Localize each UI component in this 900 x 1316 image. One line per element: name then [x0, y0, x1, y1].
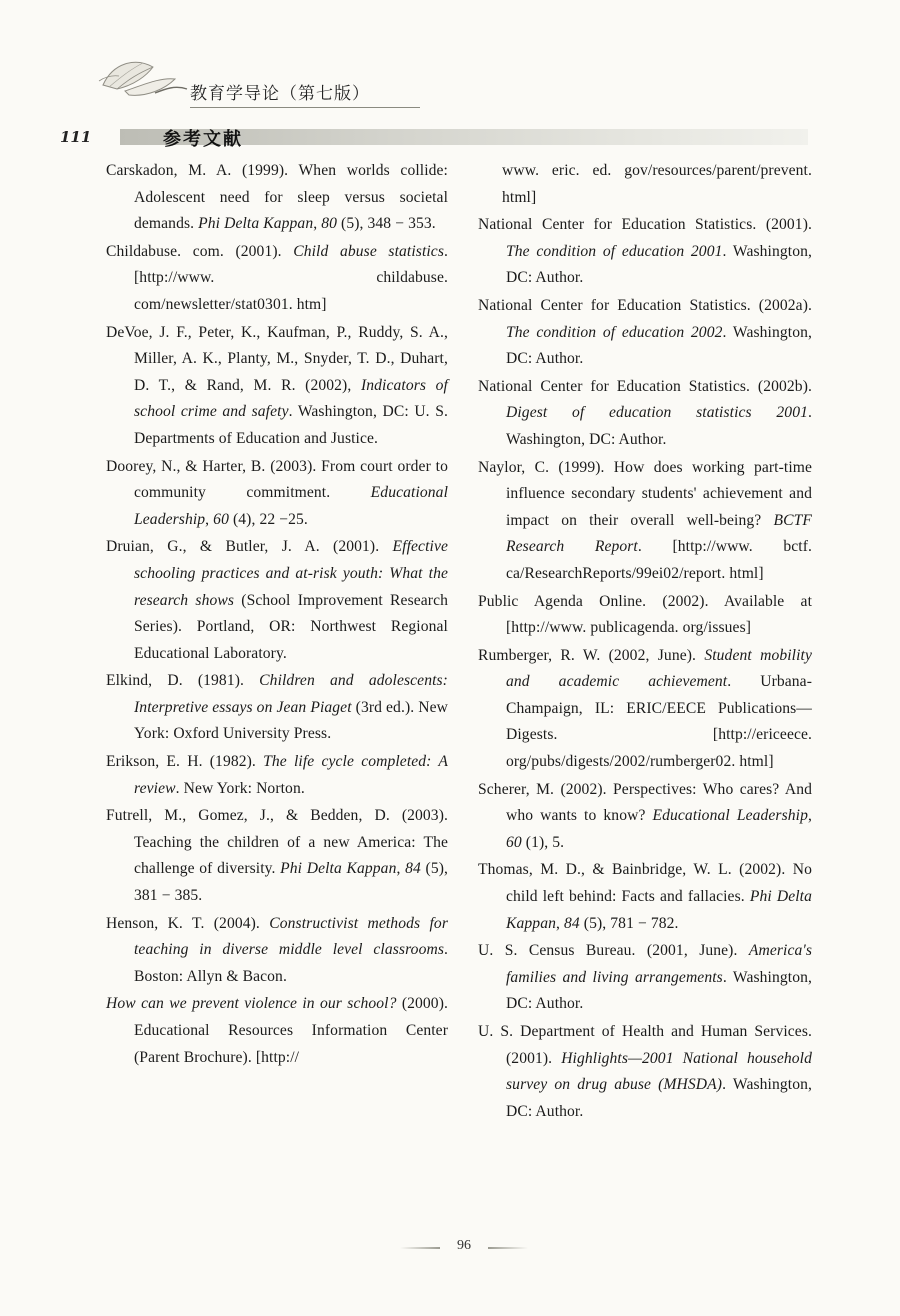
reference-entry	[478, 643, 812, 776]
reference-text: U. S. Department of Health and Human Services. (2001).	[478, 1023, 812, 1067]
reference-entry	[106, 911, 448, 991]
footer-rule-right	[488, 1247, 528, 1249]
shell-flower-ornament-icon	[95, 55, 190, 103]
reference-text: National Center for Education Statistics. (2002b).	[478, 377, 812, 395]
reference-text: National Center for Education Statistics. (2002a).	[478, 296, 812, 314]
reference-text: (5), 781 − 782.	[579, 914, 679, 932]
reference-entry	[106, 320, 448, 453]
footer-rule-left	[400, 1247, 440, 1249]
reference-text: Druian, G., & Butler, J. A. (2001).	[106, 538, 393, 556]
reference-italic-text: Student mobility and academic achievement	[506, 646, 812, 691]
header-rule	[190, 107, 420, 108]
reference-text: (5), 348 − 353.	[337, 215, 436, 233]
reference-italic-text: Digest of education statistics 2001	[506, 404, 808, 422]
reference-italic-text: The condition of education 2001	[506, 242, 723, 260]
reference-italic-text: Educational Leadership	[134, 484, 448, 528]
reference-italic-text: The life cycle completed: A review	[134, 753, 448, 797]
reference-italic-text: Constructivist methods for teaching in diverse middle level classrooms	[134, 914, 448, 959]
reference-entry	[106, 534, 448, 667]
reference-text: Elkind, D. (1981).	[106, 672, 260, 690]
section-title: 参考文献	[163, 129, 243, 150]
reference-text: . Washington, DC: Author.	[506, 242, 812, 287]
reference-text: (4), 22 −25.	[228, 510, 308, 528]
reference-entry	[478, 293, 812, 373]
reference-text: ,	[313, 215, 322, 233]
references-right-column	[478, 158, 812, 1126]
section-number: 111	[60, 128, 92, 146]
reference-italic-text: 84	[564, 914, 580, 932]
reference-text: Carskadon, M. A. (1999). When worlds collide: Adolescent need for sleep versus societal demands.	[106, 162, 448, 233]
book-title: 教育学导论（第七版）	[190, 84, 370, 104]
reference-entry	[478, 455, 812, 588]
reference-text: . Washington, DC: Author.	[506, 968, 812, 1013]
reference-text: . Washington, DC: Author.	[506, 1076, 812, 1120]
reference-text: ,	[808, 807, 812, 825]
reference-text: (2000). Educational Resources Information Center (Parent Brochure). [http://	[134, 995, 448, 1066]
reference-text: . [http://www. bctf. ca/ResearchReports/99ei02/report. html]	[506, 538, 812, 582]
reference-italic-text: Effective schooling practices and at-risk youth: What the research shows	[134, 538, 448, 609]
reference-text: . Washington, DC: Author.	[506, 323, 812, 368]
reference-text: Erikson, E. H. (1982).	[106, 753, 264, 771]
reference-italic-text: 60	[213, 510, 229, 528]
reference-entry	[106, 668, 448, 748]
reference-text: . New York: Norton.	[175, 779, 305, 797]
reference-text: . Urbana-Champaign, IL: ERIC/EECE Publications—Digests. [http://ericeece. org/pubs/digests/2002/rumberger02. html]	[506, 673, 812, 771]
reference-italic-text: How can we prevent violence in our school?	[106, 995, 397, 1013]
reference-entry	[106, 454, 448, 534]
reference-italic-text: 60	[506, 833, 522, 851]
reference-text: . Boston: Allyn & Bacon.	[134, 941, 448, 985]
reference-text: Scherer, M. (2002). Perspectives: Who cares? And who wants to know?	[478, 780, 812, 825]
reference-entry	[478, 1019, 812, 1125]
reference-text: Naylor, C. (1999). How does working part-time influence secondary students' achievement and impact on their overall well-being?	[478, 458, 812, 529]
reference-entry	[478, 374, 812, 454]
reference-text: (School Improvement Research Series). Portland, OR: Northwest Regional Educational Laboratory.	[134, 591, 448, 662]
reference-italic-text: Phi Delta Kappan	[280, 860, 397, 878]
reference-entry	[106, 749, 448, 802]
reference-text: Futrell, M., Gomez, J., & Bedden, D. (2003). Teaching the children of a new America: The challenge of diversity.	[106, 807, 448, 878]
references-left-column	[106, 158, 448, 1072]
reference-text: Childabuse. com. (2001).	[106, 242, 294, 260]
reference-text: Henson, K. T. (2004).	[106, 914, 270, 932]
reference-text: . [http://www. childabuse. com/newsletter/stat0301. htm]	[134, 242, 448, 313]
reference-text: Thomas, M. D., & Bainbridge, W. L. (2002). No child left behind: Facts and fallacies.	[478, 861, 812, 906]
reference-entry	[478, 777, 812, 857]
reference-text: (3rd ed.). New York: Oxford University Press.	[134, 698, 448, 743]
reference-entry	[106, 991, 448, 1071]
page-number: 96	[457, 1238, 471, 1253]
reference-text: Rumberger, R. W. (2002, June).	[478, 646, 705, 664]
reference-text: U. S. Census Bureau. (2001, June).	[478, 942, 749, 960]
reference-text: . Washington, DC: U. S. Departments of Education and Justice.	[134, 403, 448, 447]
reference-text: (5), 381 − 385.	[134, 860, 449, 905]
reference-italic-text: Educational Leadership	[652, 807, 808, 825]
reference-entry	[106, 239, 448, 319]
running-head	[95, 55, 425, 115]
reference-italic-text: Phi Delta Kappan	[506, 888, 812, 932]
reference-italic-text: Child abuse statistics	[293, 242, 444, 260]
reference-entry	[478, 938, 812, 1018]
page-footer	[400, 1238, 520, 1258]
reference-text: Public Agenda Online. (2002). Available at [http://www. publicagenda. org/issues]	[478, 592, 812, 637]
section-heading	[60, 126, 808, 148]
reference-text: Doorey, N., & Harter, B. (2003). From court order to community commitment.	[106, 457, 448, 502]
reference-text: ,	[396, 860, 406, 878]
reference-italic-text: America's families and living arrangements	[506, 942, 812, 986]
reference-italic-text: 84	[405, 860, 421, 878]
reference-italic-text: Indicators of school crime and safety	[134, 376, 448, 421]
reference-entry	[478, 212, 812, 292]
reference-italic-text: Highlights—2001 National household survey on drug abuse (MHSDA)	[506, 1049, 812, 1094]
reference-text: ,	[556, 914, 564, 932]
reference-text: ,	[205, 510, 214, 528]
reference-text: National Center for Education Statistics. (2001).	[478, 216, 812, 234]
reference-italic-text: Phi Delta Kappan	[198, 215, 314, 233]
reference-text: (1), 5.	[521, 833, 565, 851]
reference-entry	[478, 589, 812, 642]
reference-italic-text: BCTF Research Report	[506, 511, 812, 556]
reference-italic-text: The condition of education 2002	[506, 323, 723, 341]
reference-entry	[478, 857, 812, 937]
reference-entry	[106, 803, 448, 909]
reference-text: www. eric. ed. gov/resources/parent/prevent. html]	[502, 162, 812, 206]
reference-italic-text: Children and adolescents: Interpretive essays on Jean Piaget	[134, 672, 448, 716]
reference-italic-text: 80	[321, 215, 338, 233]
reference-text: . Washington, DC: Author.	[506, 404, 812, 448]
reference-entry	[478, 158, 812, 211]
reference-entry	[106, 158, 448, 238]
reference-text: DeVoe, J. F., Peter, K., Kaufman, P., Ruddy, S. A., Miller, A. K., Planty, M., Snyder, T. D., Duhart, D. T., & Rand, M. R. (2002),	[106, 323, 448, 394]
